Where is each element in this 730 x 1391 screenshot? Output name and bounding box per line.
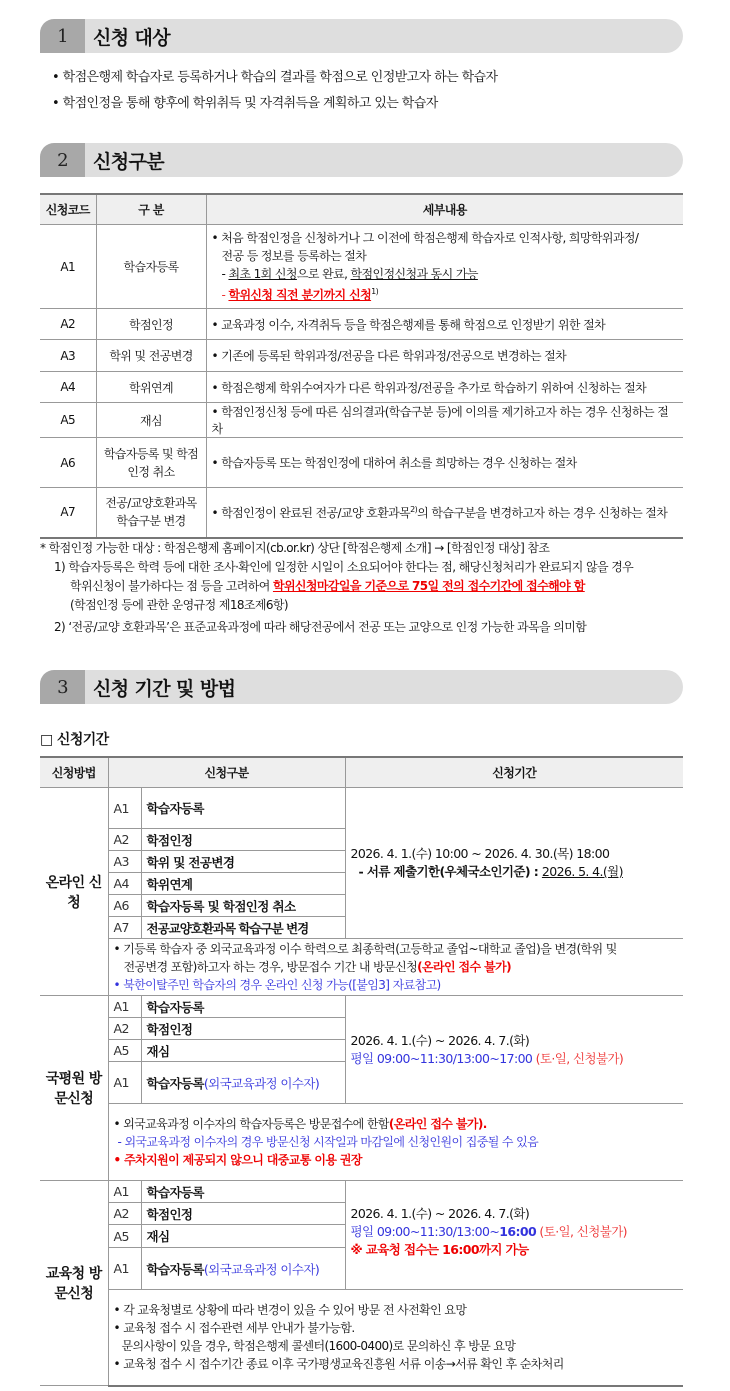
text: 학위연계	[96, 372, 206, 403]
text: • 교육과정 이수, 자격취득 등을 학점은행제를 통해 학점으로 인정받기 위한 절차	[206, 309, 683, 340]
text: 전공교양호환과목 학습구분 변경	[141, 917, 345, 939]
text: 2026. 4. 1.(수) ~ 2026. 4. 7.(화)	[350, 1206, 530, 1221]
text: • 기등록 학습자 중 외국교육과정 이수 학력으로 최종학력(고등학교 졸업~대학교 졸업)을 변경(학위 및	[113, 942, 617, 956]
table-row	[40, 340, 683, 372]
text: A1	[108, 1062, 141, 1104]
table-row	[40, 488, 683, 538]
text: 재심	[96, 403, 206, 438]
footnotes	[40, 539, 690, 637]
table-row	[40, 372, 683, 403]
table-row	[40, 225, 683, 309]
detail-cell	[206, 225, 683, 309]
table-row	[40, 996, 683, 1018]
text: -	[221, 267, 226, 281]
application-type-table	[40, 193, 683, 539]
text: 학점인정	[96, 309, 206, 340]
text: A1	[108, 996, 141, 1018]
text: 학습자등록	[146, 1261, 204, 1277]
text: 학습자등록	[146, 1075, 204, 1091]
text: A7	[40, 488, 96, 538]
subsection-title: □ 신청기간	[40, 732, 109, 748]
text: (온라인 접수 불가)	[417, 960, 511, 974]
section-title: 신청 기간 및 방법	[85, 670, 683, 704]
text: A1	[108, 1181, 141, 1203]
type-cell: 학습자등록	[96, 225, 206, 309]
method-edu-visit: 교육청 방문신청	[40, 1181, 108, 1386]
text: • 처음 학점인정을 신청하거나 그 이전에 학점은행제 학습자로 인적사항, 희망학위과정/	[211, 231, 639, 245]
table-row	[40, 438, 683, 488]
text: -	[221, 288, 226, 302]
text: • 학점인정이 완료된 전공/교양 호환과목	[211, 505, 411, 520]
text: A4	[40, 372, 96, 403]
table-row	[40, 1181, 683, 1203]
text: 학점인정	[141, 1203, 345, 1225]
text: 학위신청이 불가하다는 점 등을 고려하여	[70, 579, 273, 593]
text: 학점인정	[141, 1018, 345, 1040]
text: 학위 및 전공변경	[141, 851, 345, 873]
text: 으로 완료,	[296, 267, 351, 281]
text: 문의사항이 있을 경우, 학점은행제 콜센터(1600-0400)로 문의하신 후 방문 요망	[121, 1339, 516, 1354]
target-bullet: • 학점은행제 학습자로 등록하거나 학습의 결과를 학점으로 인정받고자 하는 학습자	[52, 70, 498, 85]
text: 전공변경 포함)하고자 하는 경우, 방문접수 기간 내 방문신청	[123, 960, 418, 974]
text: 2) ‘전공/교양 호환과목’은 표준교육과정에 따라 해당전공에서 전공 또는 교양으로 인정 가능한 과목을 의미함	[54, 620, 587, 634]
method-nile-visit: 국평원 방문신청	[40, 996, 108, 1181]
header-type: 구 분	[96, 194, 206, 225]
text: (학점인정 등에 관한 운영규정 제18조제6항)	[70, 598, 288, 612]
text: 전공 등 정보를 등록하는 절차	[221, 249, 367, 263]
section-header-1	[40, 19, 683, 53]
text: (온라인 접수 불가).	[388, 1117, 487, 1131]
text: A2	[108, 829, 141, 851]
text: A3	[40, 340, 96, 372]
edu-period	[345, 1181, 683, 1290]
text: • 북한이탈주민 학습자의 경우 온라인 신청 가능([붙임3] 자료참고)	[113, 978, 441, 992]
edu-notes	[40, 1290, 683, 1386]
text: A3	[108, 851, 141, 873]
text: 학습자등록 및 학점인정 취소	[96, 438, 206, 488]
text: • 기존에 등록된 학위과정/전공을 다른 학위과정/전공으로 변경하는 절차	[206, 340, 683, 372]
section-number: 3	[40, 670, 85, 704]
text: 16:00	[499, 1224, 537, 1239]
text: A1	[108, 788, 141, 829]
text: • 각 교육청별로 상황에 따라 변경이 있을 수 있어 방문 전 사전확인 요망	[113, 1303, 467, 1318]
text: (외국교육과정 이수자)	[203, 1261, 320, 1277]
section-header-3	[40, 670, 683, 704]
text: • 주차지원이 제공되지 않으니 대중교통 이용 권장	[113, 1153, 362, 1167]
text: A6	[108, 895, 141, 917]
code-cell: A1	[40, 225, 96, 309]
text: 2026. 4. 1.(수) ~ 2026. 4. 7.(화)	[350, 1032, 530, 1048]
nile-notes	[40, 1104, 683, 1181]
text: ※ 교육청 접수는 16:00까지 가능	[350, 1242, 529, 1257]
text: A7	[108, 917, 141, 939]
text: • 학습자등록 또는 학점인정에 대하여 취소를 희망하는 경우 신청하는 절차	[206, 438, 683, 488]
text: 학습자등록 및 학점인정 취소	[141, 895, 345, 917]
text: A5	[40, 403, 96, 438]
text: 학점인정	[141, 829, 345, 851]
text: 학위연계	[141, 873, 345, 895]
text: A5	[108, 1225, 141, 1248]
text: 학위신청 직전 분기까지 신청	[228, 288, 372, 302]
text: (외국교육과정 이수자)	[203, 1075, 320, 1091]
text: 학습자등록	[141, 996, 345, 1018]
text: • 외국교육과정 이수자의 학습자등록은 방문접수에 한함	[113, 1117, 389, 1131]
table-row	[40, 788, 683, 829]
section-title: 신청구분	[85, 143, 683, 177]
text: A5	[108, 1040, 141, 1062]
header-method: 신청방법	[40, 757, 108, 788]
nile-period	[345, 996, 683, 1104]
header-detail: 세부내용	[206, 194, 683, 225]
application-period-table	[40, 756, 683, 1387]
text: (토·일, 신청불가)	[535, 1050, 624, 1066]
text: A2	[108, 1203, 141, 1225]
text: 최초 1회 신청	[228, 267, 297, 281]
text: 2026. 5. 4.(월)	[541, 864, 623, 879]
text: 학점인정을 통해 향후에 학위취득 및 자격취득을 계획하고 있는 학습자	[62, 96, 438, 111]
text: 학점은행제 학습자로 등록하거나 학습의 결과를 학점으로 인정받고자 하는 학습자	[62, 70, 498, 85]
text: 학위 및 전공변경	[96, 340, 206, 372]
text: (토·일, 신청불가)	[536, 1224, 627, 1239]
header-type: 신청구분	[108, 757, 345, 788]
text: 학위신청마감일을 기준으로 75일 전의 접수기간에 접수해야 함	[272, 579, 585, 593]
section-number: 2	[40, 143, 85, 177]
online-notes	[40, 939, 683, 996]
text: 1)	[371, 287, 379, 296]
section-number: 1	[40, 19, 85, 53]
online-period	[345, 788, 683, 939]
section-title: 신청 대상	[85, 19, 683, 53]
text: • 학점은행제 학위수여자가 다른 학위과정/전공을 추가로 학습하기 위하여 신청하는 절차	[206, 372, 683, 403]
text: 2)	[410, 504, 418, 514]
text: A1	[108, 1248, 141, 1290]
text: 재심	[141, 1225, 345, 1248]
method-online: 온라인 신청	[40, 788, 108, 996]
text: 학습자등록	[141, 1181, 345, 1203]
target-bullet: • 학점인정을 통해 향후에 학위취득 및 자격취득을 계획하고 있는 학습자	[52, 96, 438, 111]
text: - 외국교육과정 이수자의 경우 방문신청 시작일과 마감일에 신청인원이 집중될 수 있음	[117, 1135, 539, 1149]
text: A2	[108, 1018, 141, 1040]
table-row	[40, 309, 683, 340]
text: 평일 09:00~11:30/13:00~17:00	[350, 1050, 536, 1066]
section-header-2	[40, 143, 683, 177]
text: A2	[40, 309, 96, 340]
table-row	[40, 403, 683, 438]
text: 재심	[141, 1040, 345, 1062]
header-code: 신청코드	[40, 194, 96, 225]
text: 1) 학습자등록은 학력 등에 대한 조사·확인에 일정한 시일이 소요되어야 한다는 점, 해당신청처리가 완료되지 않을 경우	[54, 560, 634, 574]
text: 학점인정신청과 동시 가능	[350, 267, 478, 281]
text: 전공/교양호환과목 학습구분 변경	[96, 488, 206, 538]
text: 평일 09:00~11:30/13:00~	[350, 1224, 500, 1239]
text: • 교육청 접수 시 접수기간 종료 이후 국가평생교육진흥원 서류 이송→서류 확인 후 순차처리	[113, 1357, 564, 1372]
text: 의 학습구분을 변경하고자 하는 경우 신청하는 절차	[417, 505, 668, 520]
text: 학습자등록	[141, 788, 345, 829]
text: • 교육청 접수 시 접수관련 세부 안내가 불가능함.	[113, 1321, 355, 1336]
text: • 학점인정신청 등에 따른 심의결과(학습구분 등)에 이의를 제기하고자 하는 경우 신청하는 절차	[206, 403, 683, 438]
text: A6	[40, 438, 96, 488]
text: 2026. 4. 1.(수) 10:00 ~ 2026. 4. 30.(목) 18:00	[350, 846, 610, 861]
header-period: 신청기간	[345, 757, 683, 788]
text: - 서류 제출기한(우체국소인기준) :	[358, 864, 542, 879]
text: A4	[108, 873, 141, 895]
text: * 학점인정 가능한 대상 : 학점은행제 홈페이지(cb.or.kr) 상단 [학점은행제 소개] → [학점인정 대상] 참조	[40, 541, 550, 555]
